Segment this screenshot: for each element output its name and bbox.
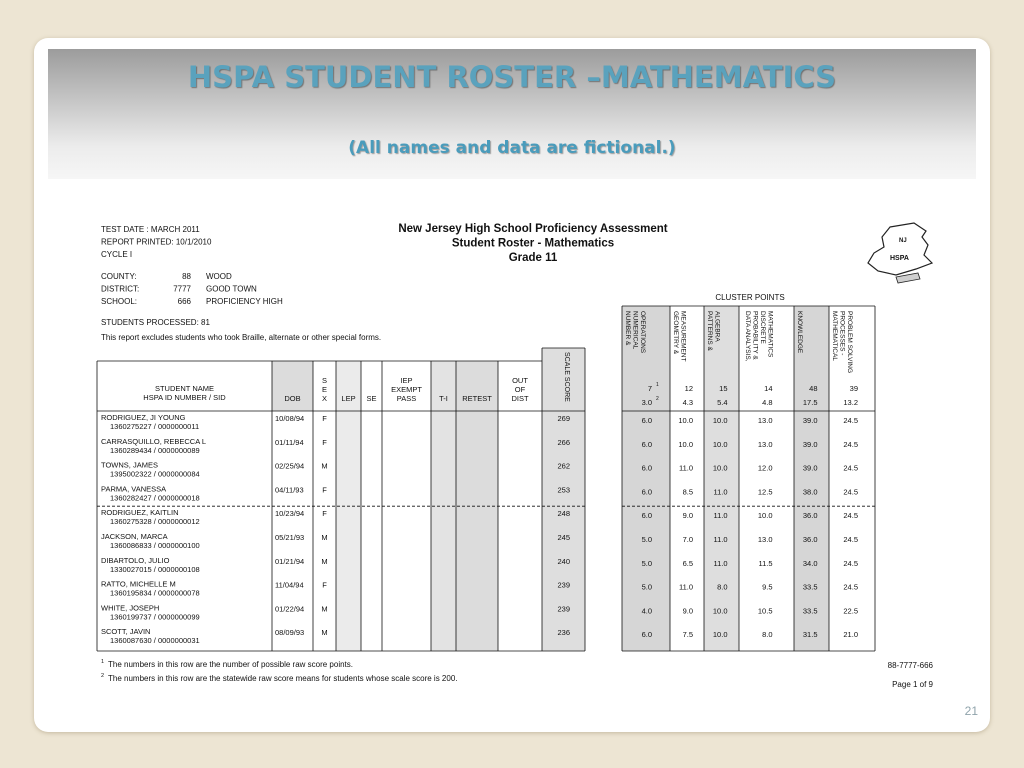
student-name: RODRIGUEZ, JI YOUNG — [101, 413, 186, 422]
student-cluster-score: 11.0 — [713, 535, 728, 544]
footnote-1-text: The numbers in this row are the number of possible raw score points. — [108, 660, 354, 669]
report-title-line: Student Roster - Mathematics — [451, 237, 615, 250]
student-name: JACKSON, MARCA — [101, 532, 168, 541]
cluster-label: ALGEBRA — [713, 311, 721, 342]
student-scale-score: 239 — [557, 604, 570, 614]
student-dob: 10/08/94 — [275, 414, 305, 423]
student-cluster-score: 11.0 — [678, 463, 693, 473]
student-cluster-score: 8.0 — [762, 630, 773, 640]
cluster-label: PROBLEM SOLVING — [846, 311, 853, 374]
student-cluster-score: 31.5 — [802, 630, 818, 640]
header-out-of-district: DIST — [511, 394, 529, 403]
student-cluster-score: 13.0 — [757, 439, 773, 449]
student-sex: F — [322, 485, 327, 495]
student-cluster-score: 11.0 — [713, 511, 728, 521]
student-cluster-score: 24.5 — [843, 487, 858, 497]
student-name: DIBARTOLO, JULIO — [101, 555, 170, 565]
cluster-possible-points: 39 — [849, 384, 858, 393]
cluster-label: PROBABILITY & — [751, 311, 759, 360]
header-iep-exempt-pass: IEP — [400, 376, 413, 385]
student-sex: M — [321, 628, 328, 638]
student-sex: F — [322, 580, 327, 590]
report-image — [48, 179, 976, 689]
location-label: COUNTY: — [101, 272, 137, 281]
student-sex: F — [322, 437, 327, 447]
student-cluster-score: 10.0 — [712, 606, 728, 616]
student-scale-score: 262 — [557, 461, 570, 471]
student-id: 1360282427 / 0000000018 — [110, 493, 200, 503]
student-cluster-score: 11.0 — [713, 487, 728, 497]
excludes-note: This report excludes students who took Braille, alternate or other special forms. — [101, 333, 382, 342]
student-cluster-score: 11.0 — [678, 582, 693, 592]
cluster-label: NUMBER & — [624, 311, 631, 346]
student-cluster-score: 11.5 — [758, 558, 773, 568]
dob-header-shade — [272, 361, 313, 411]
page-label: Page 1 of 9 — [892, 680, 933, 689]
student-name: WHITE, JOSEPH — [101, 603, 160, 613]
student-dob: 01/22/94 — [275, 604, 305, 614]
student-id: 1360275328 / 0000000012 — [110, 517, 200, 527]
student-sex: F — [322, 509, 327, 519]
cluster-shade — [704, 306, 739, 651]
cluster-statewide-mean: 17.5 — [802, 398, 818, 407]
student-cluster-score: 10.0 — [757, 511, 773, 521]
header-dob: DOB — [284, 394, 301, 403]
footnote-marker: 1 — [656, 382, 659, 388]
cluster-points-label: CLUSTER POINTS — [715, 293, 785, 302]
student-scale-score: 236 — [557, 628, 570, 638]
student-dob: 02/25/94 — [275, 461, 305, 471]
student-cluster-score: 6.0 — [641, 416, 652, 425]
student-name: RATTO, MICHELLE M — [101, 579, 176, 589]
student-scale-score: 253 — [557, 485, 570, 495]
student-cluster-score: 4.0 — [641, 606, 652, 616]
cluster-possible-points: 12 — [684, 384, 693, 393]
student-dob: 05/21/93 — [275, 533, 305, 542]
cluster-possible-points: 48 — [809, 384, 818, 393]
student-id: 1330027015 / 0000000108 — [110, 564, 200, 574]
student-cluster-score: 39.0 — [802, 439, 818, 449]
student-id: 1360275227 / 0000000011 — [110, 422, 200, 431]
student-cluster-score: 6.0 — [641, 439, 652, 449]
student-cluster-score: 7.5 — [682, 630, 693, 640]
student-name: RODRIGUEZ, KAITLIN — [101, 508, 179, 518]
cluster-statewide-mean: 13.2 — [843, 398, 858, 407]
cluster-statewide-mean: 3.0 — [641, 398, 652, 407]
student-dob: 01/21/94 — [275, 556, 305, 566]
student-cluster-score: 10.0 — [712, 439, 728, 449]
student-cluster-score: 24.5 — [843, 558, 858, 568]
student-id: 1360086833 / 0000000100 — [110, 541, 200, 550]
student-dob: 08/09/93 — [275, 628, 305, 638]
report-code: 88-7777-666 — [887, 661, 933, 670]
cluster-statewide-mean: 5.4 — [717, 398, 728, 407]
header-line: REPORT PRINTED: 10/1/2010 — [101, 237, 212, 247]
student-dob: 04/11/93 — [275, 485, 304, 495]
student-cluster-score: 6.0 — [641, 511, 652, 521]
location-label: SCHOOL: — [101, 297, 138, 306]
student-sex: M — [321, 533, 328, 542]
location-name: GOOD TOWN — [206, 284, 257, 294]
student-cluster-score: 8.0 — [717, 582, 728, 592]
student-cluster-score: 39.0 — [802, 463, 818, 473]
cluster-label: MATHEMATICAL — [831, 311, 838, 361]
student-cluster-score: 10.0 — [678, 439, 693, 449]
student-dob: 01/11/94 — [275, 437, 304, 447]
header-out-of-district: OF — [514, 385, 526, 394]
report-title-line: Grade 11 — [508, 252, 558, 264]
footnote-2-marker: 2 — [101, 673, 105, 679]
cluster-label: DISCRETE — [759, 311, 766, 344]
student-cluster-score: 21.0 — [843, 630, 858, 640]
student-roster-report — [48, 179, 976, 689]
cluster-possible-points: 14 — [764, 384, 773, 393]
cluster-label: PROCESSES - — [838, 311, 846, 356]
report-title-line: New Jersey High School Proficiency Assessment — [398, 223, 668, 235]
student-cluster-score: 24.5 — [843, 582, 858, 592]
location-code: 666 — [177, 297, 191, 306]
student-scale-score: 245 — [557, 533, 570, 542]
student-sex: M — [321, 604, 328, 614]
slide-title: HSPA STUDENT ROSTER –MATHEMATICS — [187, 60, 837, 94]
student-id: 1395002322 / 0000000084 — [110, 469, 200, 479]
student-cluster-score: 13.0 — [757, 535, 773, 544]
student-cluster-score: 24.5 — [843, 463, 858, 473]
student-cluster-score: 10.0 — [712, 463, 728, 473]
student-name: SCOTT, JAVIN — [101, 627, 151, 637]
cluster-label: MATHEMATICS — [766, 311, 774, 358]
nj-state-logo — [868, 223, 932, 275]
header-retest: RETEST — [462, 394, 492, 403]
student-cluster-score: 24.5 — [843, 439, 858, 449]
header-iep-exempt-pass: EXEMPT — [391, 385, 422, 394]
header-student-name: STUDENT NAME — [154, 384, 215, 393]
student-cluster-score: 36.0 — [802, 535, 818, 544]
student-cluster-score: 13.0 — [757, 416, 773, 425]
student-cluster-score: 12.0 — [757, 463, 773, 473]
student-scale-score: 248 — [557, 509, 570, 519]
header-sex: E — [321, 385, 328, 394]
student-cluster-score: 9.0 — [682, 606, 693, 616]
student-cluster-score: 9.0 — [682, 511, 693, 521]
student-cluster-score: 24.5 — [843, 416, 858, 425]
student-cluster-score: 6.0 — [641, 463, 652, 473]
student-sex: F — [322, 414, 327, 423]
header-se: SE — [366, 394, 377, 403]
student-cluster-score: 10.0 — [678, 416, 693, 425]
student-scale-score: 266 — [557, 437, 570, 447]
header-line: CYCLE I — [101, 250, 133, 259]
location-name: WOOD — [206, 272, 232, 281]
student-cluster-score: 6.0 — [641, 630, 652, 640]
location-name: PROFICIENCY HIGH — [206, 297, 283, 306]
students-processed: STUDENTS PROCESSED: 81 — [101, 318, 210, 327]
student-cluster-score: 24.5 — [843, 511, 858, 521]
slide-number: 21 — [964, 704, 978, 718]
student-cluster-score: 5.0 — [641, 582, 652, 592]
location-label: DISTRICT: — [101, 284, 140, 294]
student-id: 1360195834 / 0000000078 — [110, 588, 200, 598]
cluster-shade — [622, 306, 670, 651]
student-cluster-score: 10.0 — [712, 416, 728, 425]
student-name: PARMA, VANESSA — [101, 484, 167, 494]
student-cluster-score: 6.0 — [641, 487, 652, 497]
header-hspa-id: HSPA ID NUMBER / SID — [143, 393, 226, 402]
footnote-2-text: The numbers in this row are the statewide raw score means for students whose scale score is 200. — [108, 674, 458, 683]
cluster-label: GEOMETRY & — [672, 311, 679, 355]
cluster-label: NUMERICAL — [631, 311, 639, 350]
header-ti: T-I — [439, 394, 448, 403]
header-sex: S — [321, 376, 328, 385]
student-cluster-score: 39.0 — [802, 416, 818, 425]
student-id: 1360289434 / 0000000089 — [110, 445, 200, 455]
student-id: 1360199737 / 0000000099 — [110, 612, 200, 622]
logo-hspa-text: HSPA — [890, 255, 909, 262]
student-cluster-score: 34.0 — [802, 558, 818, 568]
header-out-of-district: OUT — [512, 376, 528, 385]
student-scale-score: 240 — [557, 556, 570, 566]
cluster-possible-points: 15 — [719, 384, 728, 393]
student-sex: M — [321, 556, 328, 566]
student-cluster-score: 33.5 — [802, 606, 818, 616]
cluster-label: MEASUREMENT — [679, 311, 687, 362]
student-cluster-score: 5.0 — [641, 558, 652, 568]
student-id: 1360087630 / 0000000031 — [110, 636, 200, 646]
student-scale-score: 269 — [557, 414, 570, 423]
logo-nj-text: NJ — [899, 238, 907, 244]
student-cluster-score: 33.5 — [802, 582, 818, 592]
student-scale-score: 239 — [557, 580, 570, 590]
student-cluster-score: 9.5 — [762, 582, 773, 592]
cluster-label: OPERATIONS — [639, 311, 646, 354]
footnote-1-marker: 1 — [101, 659, 105, 665]
student-cluster-score: 22.5 — [843, 606, 858, 616]
student-cluster-score: 36.0 — [802, 511, 818, 521]
cluster-shade — [794, 306, 829, 651]
header-lep: LEP — [341, 394, 356, 403]
cluster-possible-points: 7 — [647, 384, 652, 393]
student-cluster-score: 5.0 — [641, 535, 652, 544]
student-cluster-score: 7.0 — [682, 535, 693, 544]
cluster-label: PATTERNS & — [706, 311, 713, 351]
header-line: TEST DATE : MARCH 2011 — [101, 225, 200, 234]
cluster-statewide-mean: 4.8 — [762, 398, 773, 407]
location-code: 7777 — [173, 284, 191, 294]
student-cluster-score: 12.5 — [757, 487, 773, 497]
student-cluster-score: 8.5 — [682, 487, 693, 497]
location-code: 88 — [182, 272, 191, 281]
student-cluster-score: 38.0 — [802, 487, 818, 497]
student-cluster-score: 10.5 — [757, 606, 773, 616]
header-scale-score: SCALE SCORE — [563, 352, 570, 402]
header-iep-exempt-pass: PASS — [396, 394, 417, 403]
student-cluster-score: 11.0 — [713, 558, 728, 568]
footnote-marker: 2 — [656, 396, 659, 402]
slide-subtitle: (All names and data are fictional.) — [348, 138, 676, 158]
student-cluster-score: 10.0 — [712, 630, 728, 640]
cluster-label: KNOWLEDGE — [796, 311, 803, 354]
student-dob: 10/23/94 — [275, 509, 305, 519]
cluster-statewide-mean: 4.3 — [682, 398, 693, 407]
student-cluster-score: 6.5 — [682, 558, 693, 568]
header-sex: X — [321, 394, 328, 403]
cluster-label: DATA ANALYSIS, — [744, 311, 751, 362]
student-name: TOWNS, JAMES — [101, 460, 158, 470]
student-cluster-score: 24.5 — [843, 535, 858, 544]
student-sex: M — [321, 461, 328, 471]
student-name: CARRASQUILLO, REBECCA L — [101, 436, 207, 446]
student-dob: 11/04/94 — [275, 580, 304, 590]
